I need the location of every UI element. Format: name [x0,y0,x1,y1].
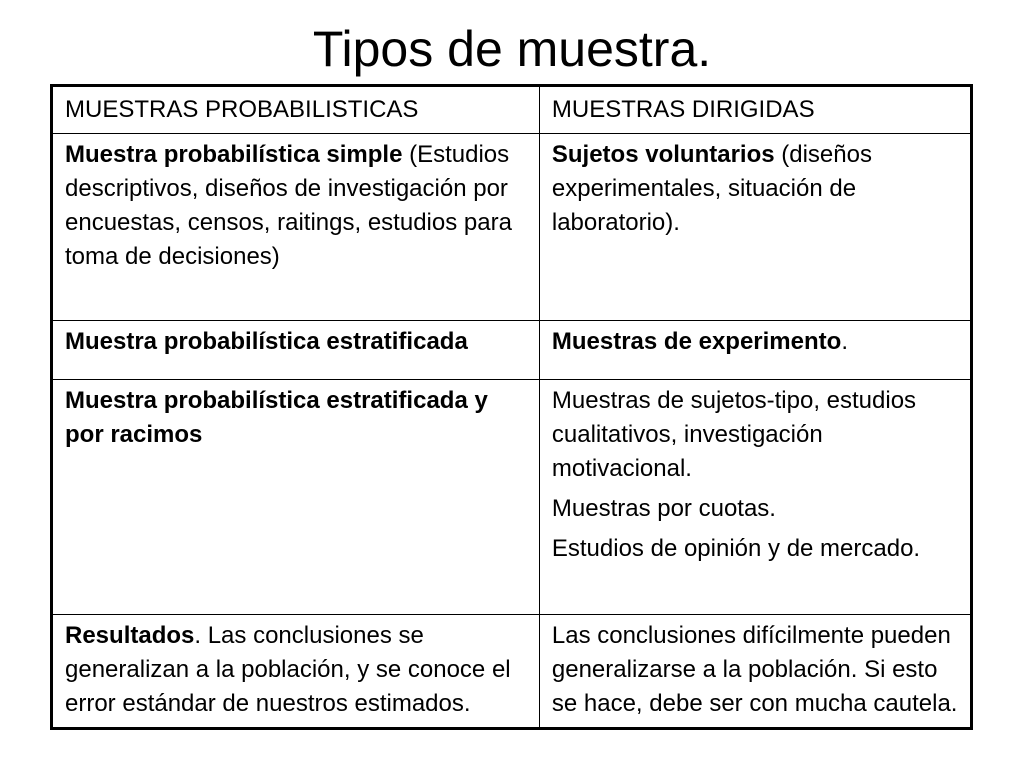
cell-paragraph: Muestras de sujetos-tipo, estudios cualitativos, investigación motivacional. [551,387,917,482]
sample-types-table [50,84,973,730]
cell-bold-text: Muestra probabilística simple [65,141,403,168]
table-row [52,615,972,729]
cell-text: (Estudios descriptivos, diseños de investigación por encuestas, censos, raitings, estudios para toma de decisiones) [65,141,512,270]
header-directed: MUESTRAS DIRIGIDAS [539,86,971,134]
cell-text: Las conclusiones difícilmente pueden generalizarse a la población. Si esto se hace, debe ser con mucha cautela. [551,622,958,717]
cell-text: (diseños experimentales, situación de laboratorio). [551,141,872,236]
table-cell-right [539,134,971,321]
cell-bold-text: Resultados [65,622,195,649]
cell-text: . [841,328,848,355]
table-row [52,321,972,380]
table-cell-left [52,134,540,321]
cell-paragraph: Estudios de opinión y de mercado. [551,535,921,562]
page-title: Tipos de muestra. [312,21,712,77]
cell-bold-text: Muestra probabilística estratificada [65,328,468,355]
table-cell-left [52,321,540,380]
table-row [52,380,972,615]
table-cell-left [52,615,540,729]
cell-bold-text: Sujetos voluntarios [551,141,775,168]
table-header-row [52,86,972,134]
cell-bold-text: Muestra probabilística estratificada y por racimos [65,387,488,448]
cell-paragraph: Muestras por cuotas. [551,495,776,522]
header-probabilistic: MUESTRAS PROBABILISTICAS [52,86,540,134]
table-row [52,134,972,321]
cell-text: . Las conclusiones se generalizan a la población, y se conoce el error estándar de nuestros estimados. [65,622,511,717]
table-cell-right [539,615,971,729]
table-cell-right [539,380,971,615]
cell-bold-text: Muestras de experimento [551,328,842,355]
table-cell-left [52,380,540,615]
table-cell-right [539,321,971,380]
